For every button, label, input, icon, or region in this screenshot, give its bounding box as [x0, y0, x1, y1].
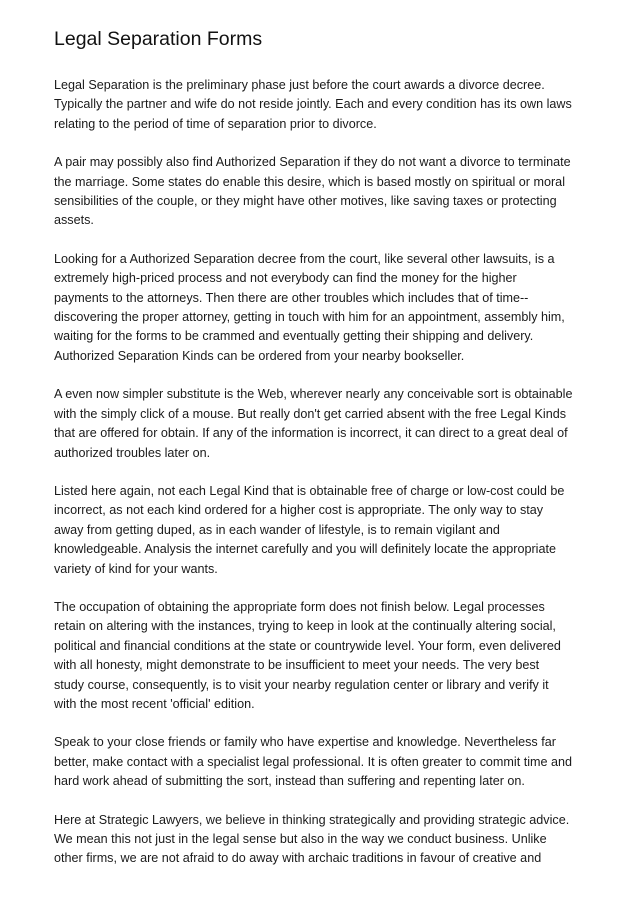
paragraph-line: study course, consequently, is to visit your nearby regulation center or library and verify it — [54, 677, 549, 692]
paragraph-line: Typically the partner and wife do not reside jointly. Each and every condition has its own laws — [54, 97, 572, 112]
paragraph-line: variety of kind for your wants. — [54, 561, 218, 576]
paragraph-line: with the most recent 'official' edition. — [54, 696, 255, 711]
paragraph-line: The occupation of obtaining the appropriate form does not finish below. Legal processes — [54, 599, 545, 614]
paragraph-line: the marriage. Some states do enable this desire, which is based mostly on spiritual or moral — [54, 174, 565, 189]
paragraph-line: hard work ahead of submitting the sort, instead than suffering and repenting later on. — [54, 774, 525, 789]
paragraph-line: payments to the attorneys. Then there are other troubles which includes that of time-- — [54, 290, 529, 305]
paragraph-line: Looking for a Authorized Separation decree from the court, like several other lawsuits, is a — [54, 251, 555, 266]
paragraph-line: retain on altering with the instances, trying to keep in look at the continually altering social, — [54, 619, 556, 634]
paragraph-line: Legal Separation is the preliminary phase just before the court awards a divorce decree. — [54, 78, 545, 92]
paragraph-line: discovering the proper attorney, getting in touch with him for an appointment, assembly him, — [54, 310, 565, 325]
paragraph-line: that are offered for obtain. If any of the information is incorrect, it can direct to a great deal of — [54, 426, 568, 441]
paragraph-line: political and financial conditions at the state or countrywide level. Your form, even delivered — [54, 638, 561, 653]
paragraph-4 — [54, 385, 594, 463]
document-page — [54, 26, 594, 888]
paragraph-line: better, make contact with a specialist legal professional. It is often greater to commit time and — [54, 754, 572, 769]
paragraph-line: incorrect, as not each kind ordered for a higher cost is appropriate. The only way to stay — [54, 503, 544, 518]
paragraph-line: assets. — [54, 213, 94, 228]
paragraph-6 — [54, 598, 594, 714]
paragraph-line: Listed here again, not each Legal Kind that is obtainable free of charge or low-cost could be — [54, 483, 565, 498]
paragraph-line: Here at Strategic Lawyers, we believe in thinking strategically and providing strategic advice. — [54, 812, 570, 827]
paragraph-line: We mean this not just in the legal sense but also in the way we conduct business. Unlike — [54, 832, 547, 846]
paragraph-line: relating to the period of time of separation prior to divorce. — [54, 116, 377, 131]
paragraph-line: A even now simpler substitute is the Web, wherever nearly any conceivable sort is obtainable — [54, 387, 573, 402]
paragraph-line: A pair may possibly also find Authorized Separation if they do not want a divorce to terminate — [54, 155, 571, 170]
paragraph-line: sensibilities of the couple, or they might have other motives, like saving taxes or protecting — [54, 194, 557, 209]
paragraph-line: with all honesty, might demonstrate to be insufficient to meet your needs. The very best — [54, 658, 540, 673]
paragraph-8 — [54, 811, 594, 869]
document-body — [54, 76, 594, 869]
paragraph-line: Authorized Separation Kinds can be ordered from your nearby bookseller. — [54, 348, 465, 363]
paragraph-7 — [54, 733, 594, 791]
paragraph-5 — [54, 482, 594, 579]
paragraph-line: authorized troubles later on. — [54, 445, 211, 460]
paragraph-line: away from getting duped, as in each wander of lifestyle, is to remain vigilant and — [54, 522, 500, 537]
paragraph-line: other firms, we are not afraid to do away with archaic traditions in favour of creative and — [54, 851, 542, 866]
document-title: Legal Separation Forms — [54, 28, 263, 50]
paragraph-line: knowledgeable. Analysis the internet carefully and you will definitely locate the appropriate — [54, 542, 556, 557]
paragraph-line: Speak to your close friends or family who have expertise and knowledge. Nevertheless far — [54, 735, 556, 750]
paragraph-line: waiting for the forms to be crammed and eventually getting their shipping and delivery. — [54, 329, 534, 344]
paragraph-3 — [54, 250, 594, 366]
paragraph-1 — [54, 76, 594, 134]
paragraph-line: with the simply click of a mouse. But really don't get carried absent with the free Legal Kinds — [54, 406, 567, 421]
paragraph-line: extremely high-priced process and not everybody can find the money for the higher — [54, 271, 517, 286]
paragraph-2 — [54, 153, 594, 231]
